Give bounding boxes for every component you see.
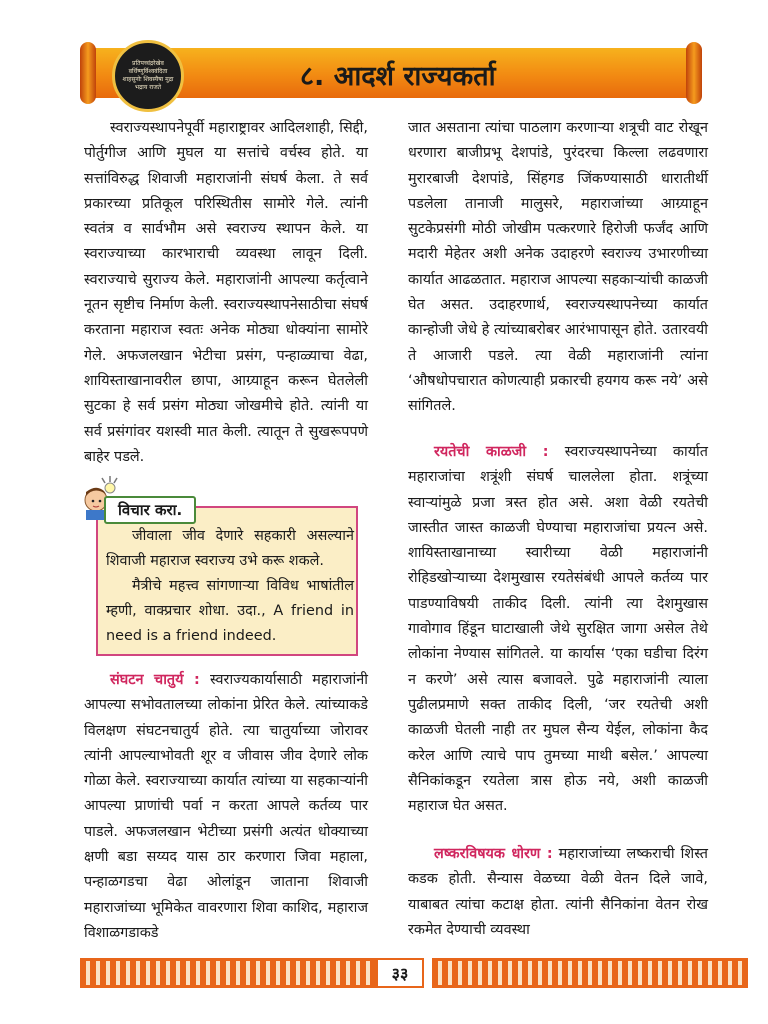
left-column-intro — [84, 116, 368, 470]
royal-seal-logo: प्रतिपच्चंद्ररेखेव वर्धिष्णुर्विश्ववंदिता शाहसूनोः शिवस्यैषा मुद्रा भद्राय राजते — [112, 40, 184, 112]
right-column-subjects — [408, 440, 708, 819]
think-box-text — [106, 524, 354, 649]
intro-paragraph: स्वराज्यस्थापनेपूर्वी महाराष्ट्रावर आदिलशाही, सिद्दी, पोर्तुगीज आणि मुघल या सत्तांचे वर्चस्व होते. या सत्तांविरुद्ध शिवाजी महाराजांनी संघर्ष केला. ते सर्व प्रकारच्या प्रतिकूल परिस्थितीस सामोरे गेले. त्यांनी स्वतंत्र व सार्वभौम असे स्वराज्य स्थापन केले. या स्वराज्याच्या कारभाराची व्यवस्था लावून दिली. स्वराज्याचे सुराज्य केले. महाराजांनी आपल्या कर्तृत्वाने नूतन सृष्टीच निर्माण केली. स्वराज्यस्थापनेसाठीचा संघर्ष करताना महाराज स्वतः अनेक मोठ्या धोक्यांना सामोरे गेले. अफजलखान भेटीचा प्रसंग, पन्हाळ्याचा वेढा, शायिस्ताखानावरील छापा, आग्र्याहून करून घेतलेली सुटका हे सर्व प्रसंग मोठ्या जोखमीचे होते. त्यांनी या सर्व प्रसंगांवर यशस्वी मात केली. त्यातून ते सुखरूपपणे बाहेर पडले. — [84, 120, 368, 465]
organization-paragraph — [84, 668, 368, 946]
page-number: ३३ — [376, 958, 424, 988]
scroll-end-left — [80, 42, 96, 104]
footer-border-left — [80, 958, 396, 988]
subjects-care-text: स्वराज्यस्थापनेच्या कार्यात महाराजांचा शत्रूंशी संघर्ष चाललेला होता. शत्रूंच्या स्वाऱ्यांमुळे प्रजा त्रस्त होत असे. अशा वेळी रयतेची जास्तीत जास्त काळजी घेण्याचा महाराजांचा प्रयत्न असे. शायिस्ताखानाच्या स्वारीच्या वेळी महाराजांनी रोहिडखोऱ्याच्या देशमुखास रयतेसंबंधी आपले कर्तव्य पार पाडण्याविषयी ताकीद दिली. त्यांनी त्या देशमुखास गावोगाव हिंडून घाटाखाली जेथे सुरक्षित जागा असेल तेथे लोकांना नेण्यास सांगितले. या कार्यास ‘एका घडीचा दिरंग न करणे’ असे त्यास बजावले. पुढे महाराजांनी त्याला पुढीलप्रमाणे सक्त ताकीद दिली, ‘जर रयतेची अशी काळजी घेतली नाही तर मुघल सैन्य येईल, लोकांना कैद करेल आणि त्याचे पाप तुमच्या माथी बसेल.’ आपल्या सैनिकांकडून रयतेला त्रास होऊ नये, अशी काळजी महाराज घेत असत. — [408, 444, 708, 815]
military-policy-text: महाराजांच्या लष्कराची शिस्त कडक होती. सैन्यास वेळच्या वेळी वेतन दिले जावे, याबाबत त्यांचा कटाक्ष होता. त्यांनी सैनिकांना वेतन रोख रकमेत देण्याची व्यवस्था — [408, 846, 708, 938]
left-column-organization — [84, 668, 368, 946]
companions-paragraph: जात असताना त्यांचा पाठलाग करणाऱ्या शत्रूची वाट रोखून धरणारा बाजीप्रभू देशपांडे, पुरंदरचा किल्ला लढवणारा मुरारबाजी देशपांडे, सिंहगड जिंकण्यासाठी धारातीर्थी पडलेला तानाजी मालुसरे, महाराजांच्या आग्र्याहून सुटकेप्रसंगी मोठी जोखीम पत्करणारे हिरोजी फर्जंद आणि मदारी मेहेतर अशी अनेक उदाहरणे स्वराज्य उभारणीच्या कार्यात आढळतात. महाराज आपल्या सहकाऱ्यांची काळजी घेत असत. उदाहरणार्थ, स्वराज्यस्थापनेच्या कार्यात कान्होजी जेधे हे त्यांच्याबरोबर आरंभापासून होते. उतारवयी ते आजारी पडले. त्या वेळी महाराजांनी त्यांना ‘औषधोपचारात कोणत्याही प्रकारची हयगय करू नये’ असे सांगितले. — [408, 120, 708, 415]
subjects-care-paragraph — [408, 440, 708, 819]
organization-heading: संघटन चातुर्य : — [110, 672, 200, 688]
military-policy-paragraph — [408, 842, 708, 943]
think-paragraph-1: जीवाला जीव देणारे सहकारी असल्याने शिवाजी महाराज स्वराज्य उभे करू शकले. — [106, 528, 354, 569]
subjects-care-heading: रयतेची काळजी : — [434, 444, 549, 460]
scroll-end-right — [686, 42, 702, 104]
chapter-title: ८. आदर्श राज्यकर्ता — [300, 60, 496, 92]
think-paragraph-2: मैत्रीचे महत्त्व सांगणाऱ्या विविध भाषांतील म्हणी, वाक्प्रचार शोधा. उदा., A friend in need is a friend indeed. — [106, 578, 354, 644]
organization-text: स्वराज्यकार्यासाठी महाराजांनी आपल्या सभोवतालच्या लोकांना प्रेरित केले. त्यांच्याकडे विलक्षण संघटनचातुर्य होते. त्या चातुर्याच्या जोरावर त्यांनी आपल्याभोवती शूर व जीवास जीव देणारे लोक गोळा केले. स्वराज्याच्या कार्यात त्यांच्या या सहकाऱ्यांनी आपल्या प्राणांची पर्वा न करता आपले कर्तव्य पार पाडले. अफजलखान भेटीच्या प्रसंगी अत्यंत धोक्याच्या क्षणी बडा सय्यद यास ठार करणारा जिवा महाला, पन्हाळगडचा वेढा ओलांडून जाताना शिवाजी महाराजांच्या भूमिकेत वावरणारा शिवा काशिद, महाराज विशाळगडाकडे — [84, 672, 368, 941]
footer-border-right — [432, 958, 748, 988]
think-box — [84, 496, 360, 658]
right-column-top — [408, 116, 708, 420]
military-policy-heading: लष्करविषयक धोरण : — [434, 846, 553, 862]
think-tag-label: विचार करा. — [104, 496, 196, 524]
right-column-military — [408, 842, 708, 943]
